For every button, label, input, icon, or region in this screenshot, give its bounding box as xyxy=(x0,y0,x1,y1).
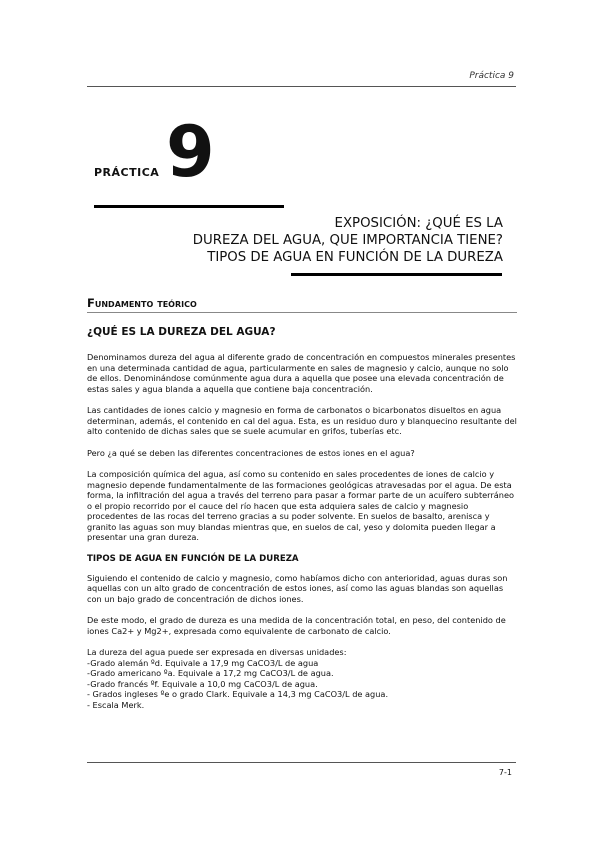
footer-divider xyxy=(87,762,516,763)
paragraph: La composición química del agua, así como su contenido en sales procedentes de iones de calcio y magnesio depende fundamentalmente de las formaciones geológicas atravesadas por el agua. De esta forma, la infiltración del agua a través del terreno para pasar a formar parte de un acuífero subterráneo o el propio recorrido por el cauce del río hacen que esta adquiera sales de calcio y magnesio procedentes de las rocas del terreno gracias a su poder solvente. En suelos de basalto, arenisca y granito las aguas son muy blandas mientras que, en suelos de cal, yeso y dolomita pueden llegar a presentar una gran dureza. xyxy=(87,469,515,542)
list-item: - Grados ingleses ºe o grado Clark. Equivale a 14,3 mg CaCO3/L de agua. xyxy=(87,689,389,699)
list-item: -Grado americano ºa. Equivale a 17,2 mg CaCO3/L de agua. xyxy=(87,668,334,678)
section-heading: Fundamento teórico xyxy=(87,296,517,313)
title-rule-bottom xyxy=(291,273,502,276)
practica-number: 9 xyxy=(166,111,215,193)
practice-title xyxy=(63,215,503,266)
list-item: - Escala Merk. xyxy=(87,699,145,710)
title-line-2: DUREZA DEL AGUA, QUE IMPORTANCIA TIENE? xyxy=(192,233,503,248)
header-divider xyxy=(87,86,516,87)
subheading-tipos: TIPOS DE AGUA EN FUNCIÓN DE LA DUREZA xyxy=(87,553,299,564)
document-body xyxy=(87,296,517,710)
title-line-1: EXPOSICIÓN: ¿QUÉ ES LA xyxy=(334,216,503,231)
units-intro: La dureza del agua puede ser expresada en diversas unidades: xyxy=(87,647,347,657)
practica-label: PRÁCTICA xyxy=(94,166,160,179)
paragraph: Siguiendo el contenido de calcio y magnesio, como habíamos dicho con anterioridad, aguas duras son aquellas con un alto grado de concentración de estos iones, así como las aguas blandas son aquellas con un bajo grado de concentración de dichos iones. xyxy=(87,572,508,604)
running-header: Práctica 9 xyxy=(469,71,514,81)
list-item: -Grado alemán ºd. Equivale a 17,9 mg CaCO3/L de agua xyxy=(87,657,319,668)
paragraph: Denominamos dureza del agua al diferente grado de concentración en compuestos minerales presentes en una determinada cantidad de agua, particularmente en sales de magnesio y calcio, aunque no solo de ellos. Denominándose comúnmente agua dura a aquella que posee una elevada concentración de estas sales y agua blanda a aquella que contiene baja concentración. xyxy=(87,352,516,394)
paragraph: Las cantidades de iones calcio y magnesio en forma de carbonatos o bicarbonatos disueltos en agua determinan, además, el contenido en cal del agua. Esta, es un residuo duro y blanquecino resultante del alto contenido de dichas sales que se suele acumular en grifos, tuberías etc. xyxy=(87,405,517,436)
paragraph: Pero ¿a qué se deben las diferentes concentraciones de estos iones en el agua? xyxy=(87,447,415,458)
list-item: -Grado francés ºf. Equivale a 10,0 mg CaCO3/L de agua. xyxy=(87,678,318,689)
title-rule-top xyxy=(94,205,284,208)
page-number: 7-1 xyxy=(498,768,512,777)
paragraph: De este modo, el grado de dureza es una medida de la concentración total, en peso, del contenido de iones Ca2+ y Mg2+, expresada como equivalente de carbonato de calcio. xyxy=(87,615,506,636)
subheading-dureza: ¿QUÉ ES LA DUREZA DEL AGUA? xyxy=(87,326,276,338)
units-list xyxy=(87,647,517,710)
title-line-3: TIPOS DE AGUA EN FUNCIÓN DE LA DUREZA xyxy=(207,250,503,265)
